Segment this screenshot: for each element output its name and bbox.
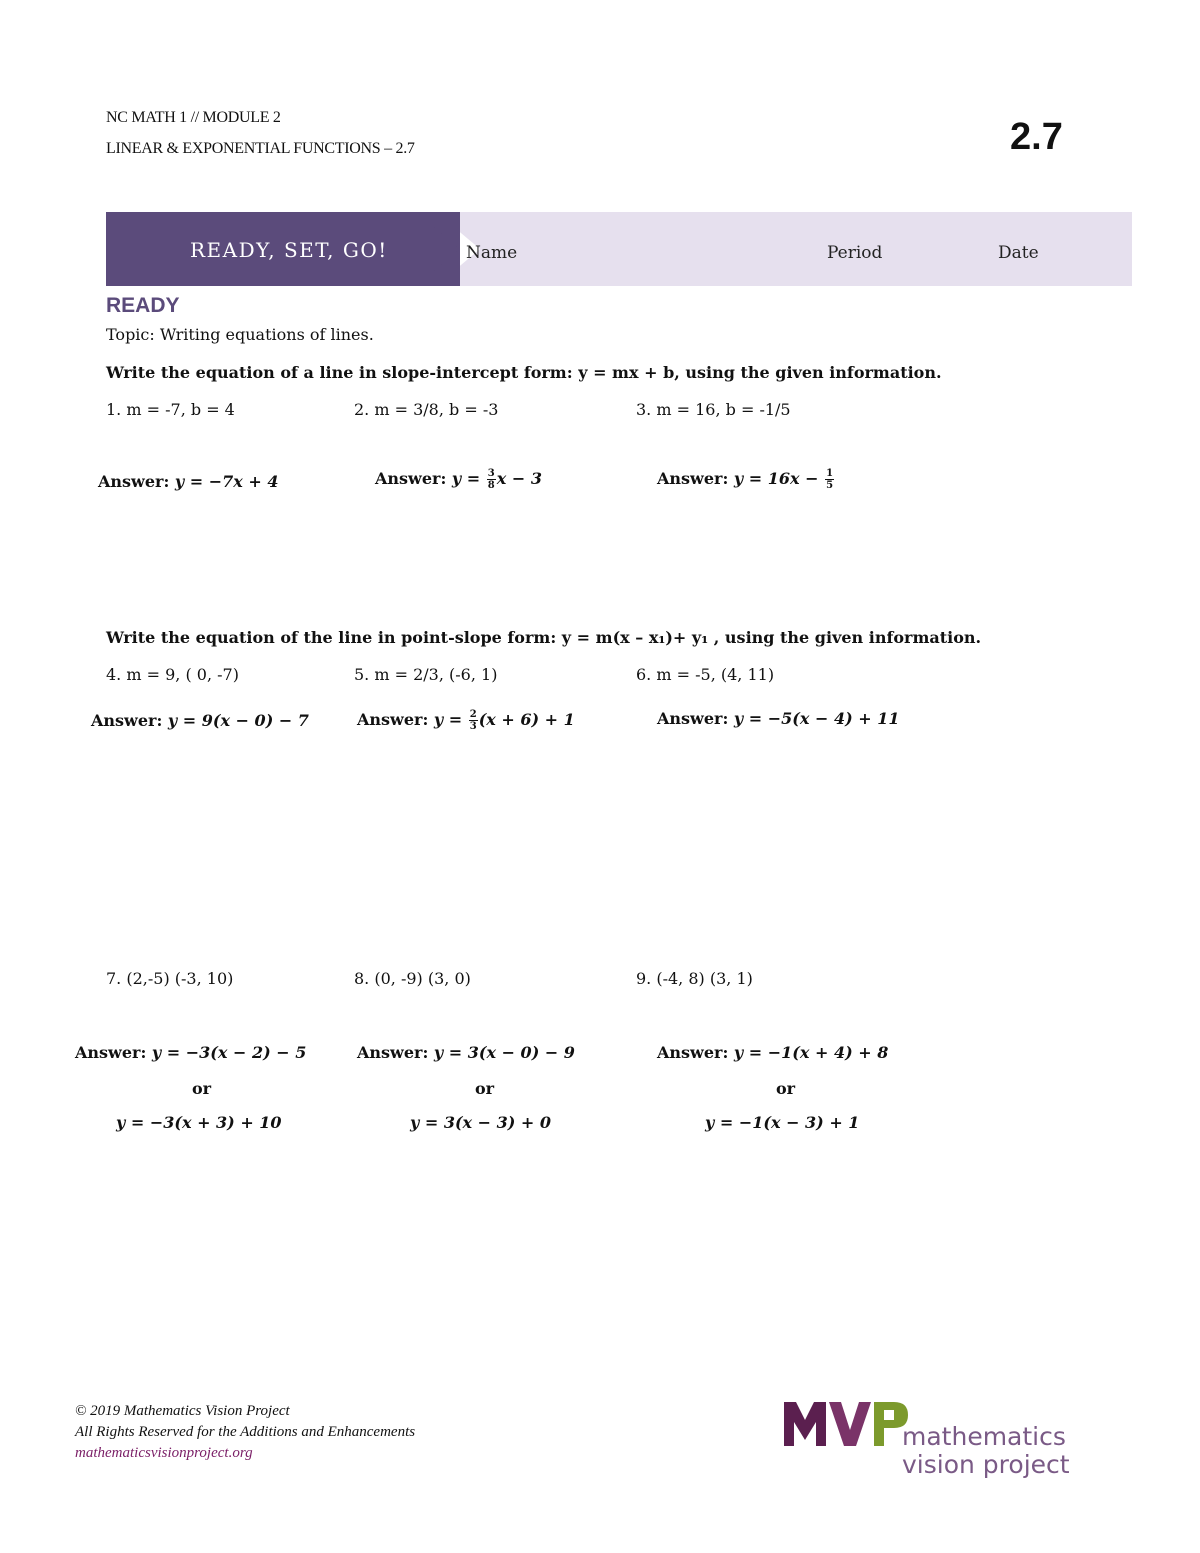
answer-9-equation-b: y = −1(x − 3) + 1 bbox=[705, 1113, 860, 1132]
banner-arrow bbox=[416, 212, 460, 286]
topic-text: Topic: Writing equations of lines. bbox=[106, 325, 374, 344]
instruction-slope-intercept: Write the equation of a line in slope-intercept form: y = mx + b, using the given information. bbox=[106, 363, 942, 382]
answer-1-equation: y = −7x + 4 bbox=[174, 472, 279, 491]
instruction-point-slope: Write the equation of the line in point-slope form: y = m(x – x₁)+ y₁ , using the given information. bbox=[106, 628, 982, 647]
logo-p-counter bbox=[884, 1410, 894, 1420]
answer-8 bbox=[357, 1043, 575, 1062]
answer-prefix: Answer: bbox=[98, 472, 175, 491]
problem-9: 9. (-4, 8) (3, 1) bbox=[636, 969, 753, 988]
answer-9 bbox=[657, 1043, 888, 1062]
answer-3 bbox=[657, 468, 835, 491]
problem-8: 8. (0, -9) (3, 0) bbox=[354, 969, 471, 988]
fraction-numerator: 2 bbox=[469, 709, 477, 720]
answer-9-equation-a: y = −1(x + 4) + 8 bbox=[733, 1043, 889, 1062]
logo-wordmark-line1: mathematics bbox=[902, 1422, 1066, 1451]
answer-6 bbox=[657, 709, 899, 728]
footer-copyright: © 2019 Mathematics Vision Project bbox=[75, 1403, 290, 1419]
answer-5 bbox=[357, 709, 575, 732]
answer-7-or: or bbox=[192, 1079, 212, 1098]
answer-9-alt bbox=[705, 1113, 859, 1132]
problem-1: 1. m = -7, b = 4 bbox=[106, 400, 235, 419]
fraction-2-3 bbox=[469, 709, 478, 732]
footer-rights: All Rights Reserved for the Additions and Enhancements bbox=[75, 1424, 416, 1440]
answer-7-alt bbox=[116, 1113, 282, 1132]
problem-5: 5. m = 2/3, (-6, 1) bbox=[354, 665, 498, 684]
fraction-denominator: 5 bbox=[826, 480, 834, 491]
answer-4 bbox=[91, 711, 309, 730]
answer-1 bbox=[98, 472, 279, 491]
fraction-3-8 bbox=[487, 468, 496, 491]
answer-prefix: Answer: bbox=[375, 469, 452, 488]
header-unit: LINEAR & EXPONENTIAL FUNCTIONS – 2.7 bbox=[106, 140, 415, 157]
ready-set-go-banner bbox=[106, 212, 1132, 286]
logo-wordmark-line2: vision project bbox=[902, 1450, 1070, 1479]
answer-8-equation-a: y = 3(x − 0) − 9 bbox=[433, 1043, 575, 1062]
problem-6: 6. m = -5, (4, 11) bbox=[636, 665, 775, 684]
problem-3: 3. m = 16, b = -1/5 bbox=[636, 400, 791, 419]
answer-prefix: Answer: bbox=[357, 1043, 434, 1062]
header-module: NC MATH 1 // MODULE 2 bbox=[106, 109, 281, 126]
answer-prefix: Answer: bbox=[657, 469, 734, 488]
period-label: Period bbox=[827, 243, 883, 263]
problem-2: 2. m = 3/8, b = -3 bbox=[354, 400, 499, 419]
answer-8-or: or bbox=[475, 1079, 495, 1098]
footer-website-link[interactable]: mathematicsvisionproject.org bbox=[75, 1445, 253, 1461]
date-label: Date bbox=[998, 243, 1039, 263]
answer-9-or: or bbox=[776, 1079, 796, 1098]
logo-letter-v bbox=[829, 1402, 871, 1446]
answer-5-rhs: (x + 6) + 1 bbox=[478, 710, 575, 729]
fraction-numerator: 3 bbox=[487, 468, 495, 479]
answer-2-lhs: y = bbox=[451, 469, 486, 488]
name-label: Name bbox=[466, 243, 518, 263]
mvp-logo-icon bbox=[784, 1402, 912, 1446]
answer-2 bbox=[375, 468, 542, 491]
answer-prefix: Answer: bbox=[91, 711, 168, 730]
answer-7 bbox=[75, 1043, 306, 1062]
answer-5-lhs: y = bbox=[433, 710, 468, 729]
answer-8-alt bbox=[410, 1113, 551, 1132]
answer-prefix: Answer: bbox=[657, 709, 734, 728]
section-number: 2.7 bbox=[1010, 116, 1063, 158]
banner-title: READY, SET, GO! bbox=[190, 238, 388, 262]
answer-8-equation-b: y = 3(x − 3) + 0 bbox=[410, 1113, 552, 1132]
logo-letter-m bbox=[784, 1402, 826, 1446]
answer-7-equation-b: y = −3(x + 3) + 10 bbox=[116, 1113, 282, 1132]
fraction-numerator: 1 bbox=[826, 468, 834, 479]
answer-prefix: Answer: bbox=[75, 1043, 152, 1062]
fraction-denominator: 3 bbox=[469, 721, 477, 732]
answer-7-equation-a: y = −3(x − 2) − 5 bbox=[151, 1043, 307, 1062]
fraction-1-5 bbox=[825, 468, 834, 491]
answer-prefix: Answer: bbox=[357, 710, 434, 729]
answer-4-equation: y = 9(x − 0) − 7 bbox=[167, 711, 309, 730]
fraction-denominator: 8 bbox=[487, 480, 495, 491]
answer-3-lhs: y = 16x − bbox=[733, 469, 825, 488]
ready-heading: READY bbox=[106, 294, 180, 317]
answer-2-rhs: x − 3 bbox=[496, 469, 542, 488]
problem-7: 7. (2,-5) (-3, 10) bbox=[106, 969, 234, 988]
answer-6-equation: y = −5(x − 4) + 11 bbox=[733, 709, 900, 728]
problem-4: 4. m = 9, ( 0, -7) bbox=[106, 665, 239, 684]
answer-prefix: Answer: bbox=[657, 1043, 734, 1062]
